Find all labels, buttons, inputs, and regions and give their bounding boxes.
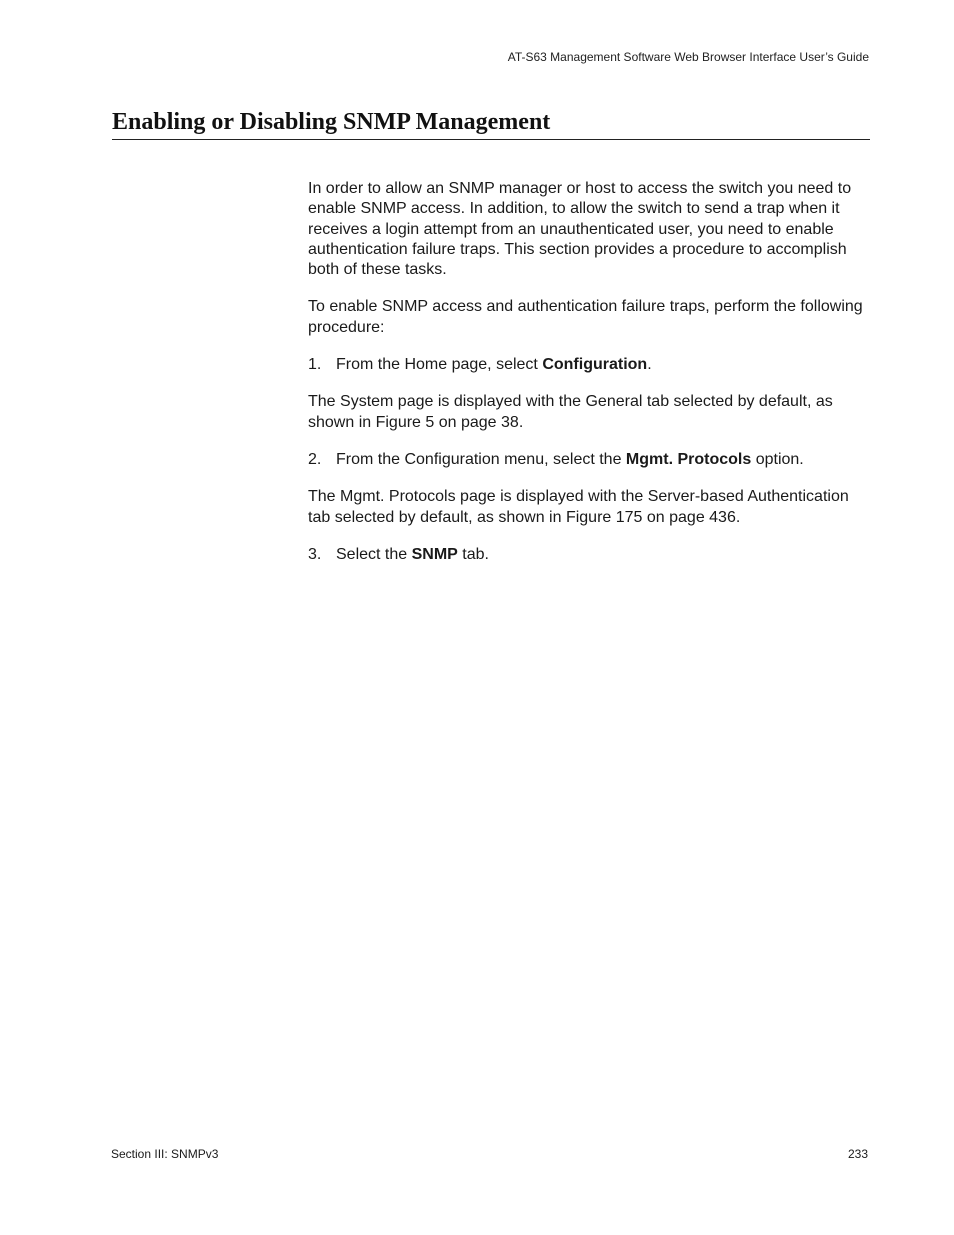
step-text: Select the [336,545,412,563]
step-number: 3. [308,545,322,563]
running-header: AT-S63 Management Software Web Browser Interface User’s Guide [507,50,869,64]
footer-section-label: Section III: SNMPv3 [111,1147,219,1161]
step-number: 1. [308,356,322,374]
section-title: Enabling or Disabling SNMP Management [112,106,870,140]
step-text-end: option. [751,450,804,468]
step-ui-term: Configuration [542,356,648,374]
step-3 [308,545,872,565]
body-content [308,179,872,582]
step-text: From the Configuration menu, select the [336,450,626,468]
step-2-note: The Mgmt. Protocols page is displayed with the Server-based Authentication tab selected by default, as shown in Figure 175 on page 436. [308,488,849,526]
step-text-end: . [647,356,652,374]
step-number: 2. [308,450,322,468]
intro-paragraph: In order to allow an SNMP manager or host to access the switch you need to enable SNMP access. In addition, to allow the switch to send a trap when it receives a login attempt from an unauthenticated user, you need to enable authentication failure traps. This section provides a procedure to accomplish both of these tasks. [308,180,852,279]
lead-in-paragraph: To enable SNMP access and authentication failure traps, perform the following procedure: [308,298,863,336]
step-ui-term: Mgmt. Protocols [625,450,752,468]
footer-page-number: 233 [847,1147,868,1161]
step-1 [308,355,872,375]
step-1-note: The System page is displayed with the General tab selected by default, as shown in Figure 5 on page 38. [308,393,833,431]
step-ui-term: SNMP [411,545,458,563]
step-text-end: tab. [457,545,489,563]
step-2 [308,450,872,470]
step-text: From the Home page, select [336,356,543,374]
